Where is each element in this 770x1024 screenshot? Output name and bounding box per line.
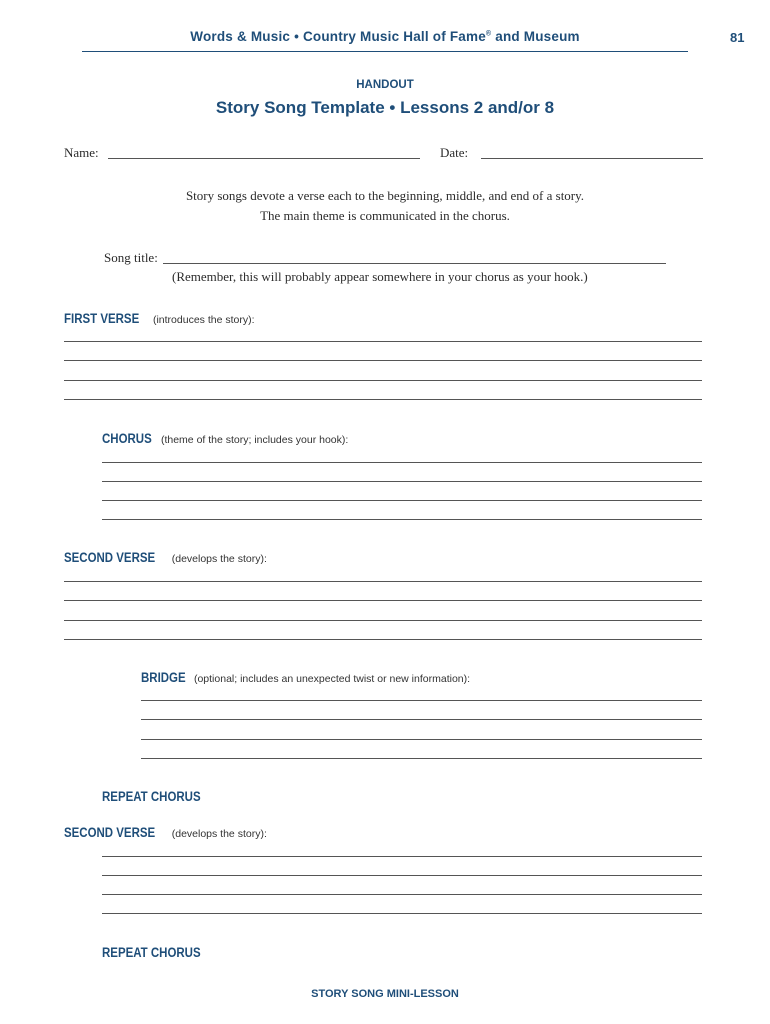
section-title: FIRST VERSE <box>64 311 140 326</box>
first-verse-line-4[interactable] <box>64 399 702 400</box>
second-verse-2-line-1[interactable] <box>102 856 702 857</box>
second-verse-heading <box>64 549 267 567</box>
bridge-line-2[interactable] <box>141 719 702 720</box>
first-verse-line-2[interactable] <box>64 360 702 361</box>
section-title: CHORUS <box>102 431 152 446</box>
page-footer: STORY SONG MINI-LESSON <box>311 988 459 1000</box>
section-title: REPEAT CHORUS <box>102 945 201 960</box>
first-verse-heading <box>64 310 255 328</box>
first-verse-line-3[interactable] <box>64 380 702 381</box>
repeat-chorus-heading-2 <box>102 944 218 962</box>
song-title-field[interactable] <box>163 263 666 264</box>
second-verse-line-2[interactable] <box>64 600 702 601</box>
section-title: SECOND VERSE <box>64 550 156 565</box>
handout-label: HANDOUT <box>356 79 414 91</box>
section-note: (develops the story): <box>171 553 267 565</box>
chorus-line-1[interactable] <box>102 462 702 463</box>
date-field[interactable] <box>481 158 703 159</box>
second-verse-2-line-3[interactable] <box>102 894 702 895</box>
song-title-note: (Remember, this will probably appear somewhere in your chorus as your hook.) <box>172 269 588 284</box>
bridge-line-3[interactable] <box>141 739 702 740</box>
chorus-line-3[interactable] <box>102 500 702 501</box>
chorus-line-4[interactable] <box>102 519 702 520</box>
chorus-heading <box>102 430 348 448</box>
bridge-line-1[interactable] <box>141 700 702 701</box>
name-label: Name: <box>64 145 99 160</box>
name-field[interactable] <box>108 158 420 159</box>
second-verse-line-4[interactable] <box>64 639 702 640</box>
date-label: Date: <box>440 145 469 160</box>
section-title: SECOND VERSE <box>64 825 156 840</box>
running-header-title: Words & Music • Country Music Hall of Fame <box>190 29 486 44</box>
second-verse-line-1[interactable] <box>64 581 702 582</box>
repeat-chorus-heading-1 <box>102 788 218 806</box>
section-title: REPEAT CHORUS <box>102 789 201 804</box>
second-verse-2-line-4[interactable] <box>102 913 702 914</box>
section-note: (optional; includes an unexpected twist or new information): <box>193 673 471 685</box>
second-verse-line-3[interactable] <box>64 620 702 621</box>
bridge-heading <box>141 669 470 687</box>
section-note: (develops the story): <box>171 828 267 840</box>
section-note: (theme of the story; includes your hook): <box>160 434 349 446</box>
second-verse-heading-2 <box>64 824 267 842</box>
page-title: Story Song Template • Lessons 2 and/or 8 <box>215 98 555 117</box>
section-note: (introduces the story): <box>152 314 255 326</box>
bridge-line-4[interactable] <box>141 758 702 759</box>
song-title-label: Song title: <box>104 250 158 265</box>
running-header <box>82 29 688 52</box>
second-verse-2-line-2[interactable] <box>102 875 702 876</box>
chorus-line-2[interactable] <box>102 481 702 482</box>
page-number: 81 <box>730 30 745 45</box>
intro-line-2: The main theme is communicated in the chorus. <box>260 208 510 223</box>
running-header-title-end: and Museum <box>491 29 580 44</box>
registered-mark: ® <box>485 30 492 38</box>
section-title: BRIDGE <box>141 670 186 685</box>
first-verse-line-1[interactable] <box>64 341 702 342</box>
intro-line-1: Story songs devote a verse each to the beginning, middle, and end of a story. <box>185 188 585 203</box>
